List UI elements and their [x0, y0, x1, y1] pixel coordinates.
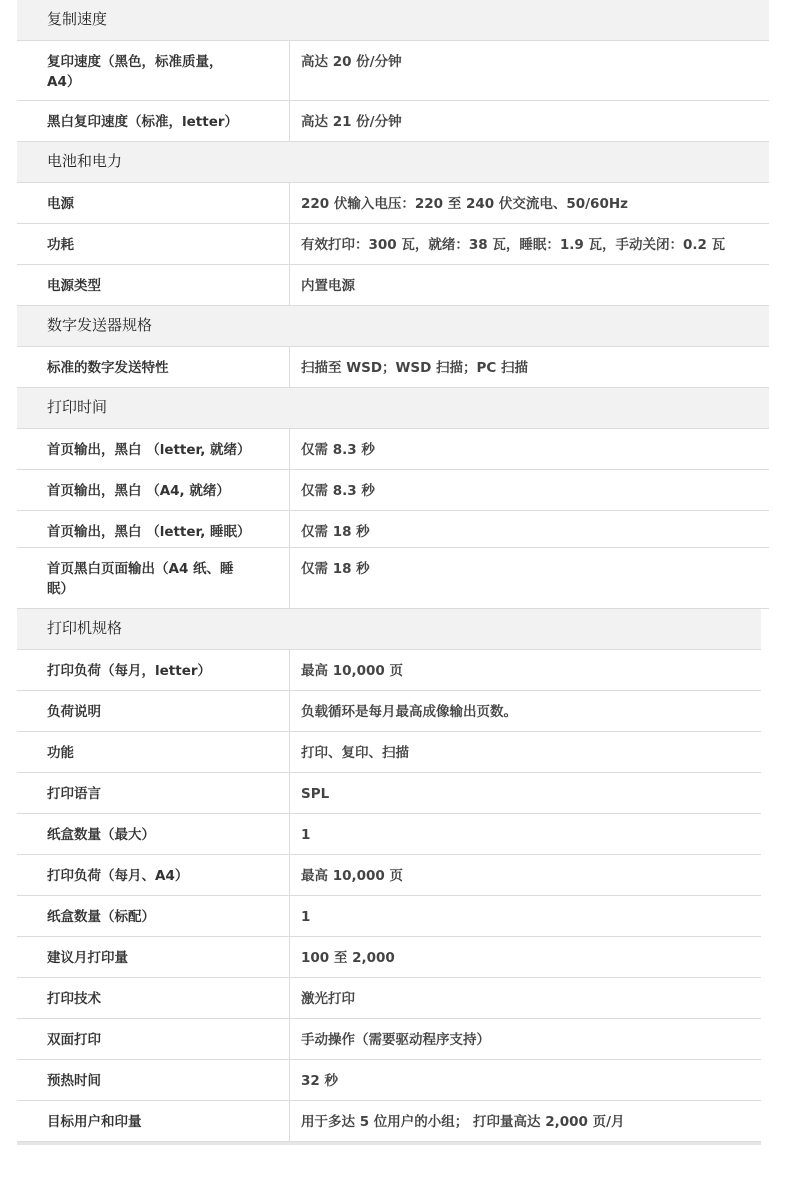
- spec-value: 内置电源: [301, 278, 355, 294]
- spec-row: [17, 937, 761, 978]
- spec-label: 首页输出，黑白 （letter, 就绪）: [17, 429, 290, 469]
- spec-row: [17, 265, 769, 306]
- spec-value: 仅需 8.3 秒: [301, 483, 375, 499]
- spec-value: 高达 21 份/分钟: [301, 114, 402, 130]
- spec-label: 建议月打印量: [17, 937, 290, 977]
- spec-row: [17, 41, 769, 101]
- spec-section: [17, 0, 769, 142]
- section-title: 电池和电力: [47, 152, 123, 170]
- spec-label: 打印负荷（每月、A4）: [17, 855, 290, 895]
- spec-row: [17, 1101, 761, 1142]
- spec-label: 复印速度（黑色，标准质量，A4）: [17, 41, 290, 100]
- spec-value: 100 至 2,000: [301, 950, 395, 966]
- spec-label: 打印负荷（每月，letter）: [17, 650, 290, 690]
- spec-label: 首页输出，黑白 （A4, 就绪）: [17, 470, 290, 510]
- spec-row: [17, 511, 769, 548]
- spec-label: 目标用户和印量: [17, 1101, 290, 1141]
- spec-row: [17, 855, 761, 896]
- spec-value: 32 秒: [301, 1073, 338, 1089]
- spec-label: 标准的数字发送特性: [17, 347, 290, 387]
- spec-row: [17, 101, 769, 142]
- section-header: [17, 306, 769, 347]
- section-header: [17, 609, 761, 650]
- section-header: [17, 0, 769, 41]
- spec-row: [17, 1019, 761, 1060]
- section-header: [17, 142, 769, 183]
- spec-value: 1: [301, 827, 311, 843]
- spec-row: [17, 1060, 761, 1101]
- spec-value: 仅需 18 秒: [301, 524, 370, 540]
- spec-label: 打印语言: [17, 773, 290, 813]
- spec-row: [17, 429, 769, 470]
- spec-label: 首页输出，黑白 （letter, 睡眠）: [17, 511, 290, 547]
- spec-value: 负载循环是每月最高成像输出页数。: [301, 704, 517, 720]
- section-title: 数字发送器规格: [47, 316, 153, 334]
- spec-label: 功能: [17, 732, 290, 772]
- spec-value: 激光打印: [301, 991, 355, 1007]
- spec-section: [17, 609, 761, 1142]
- spec-value: 最高 10,000 页: [301, 868, 403, 884]
- spec-label: 黑白复印速度（标准，letter）: [17, 101, 290, 141]
- section-title: 复制速度: [47, 10, 108, 28]
- spec-value: 打印、复印、扫描: [301, 745, 409, 761]
- spec-label: 双面打印: [17, 1019, 290, 1059]
- spec-section: [17, 306, 769, 388]
- spec-section: [17, 142, 769, 306]
- spec-row: [17, 773, 761, 814]
- spec-row: [17, 732, 761, 773]
- spec-label: 预热时间: [17, 1060, 290, 1100]
- spec-row: [17, 814, 761, 855]
- table-bottom-border: [17, 1142, 761, 1145]
- spec-value: SPL: [301, 786, 330, 802]
- spec-label: 电源类型: [17, 265, 290, 305]
- spec-label: 功耗: [17, 224, 290, 264]
- spec-section: [17, 388, 769, 609]
- spec-label: 打印技术: [17, 978, 290, 1018]
- spec-label: 负荷说明: [17, 691, 290, 731]
- spec-value: 1: [301, 909, 311, 925]
- section-title: 打印时间: [47, 398, 108, 416]
- spec-label: 纸盒数量（最大）: [17, 814, 290, 854]
- spec-row: [17, 691, 761, 732]
- spec-label: 纸盒数量（标配）: [17, 896, 290, 936]
- spec-label: 首页黑白页面输出（A4 纸、睡眠）: [17, 548, 290, 608]
- spec-value: 220 伏输入电压：220 至 240 伏交流电、50/60Hz: [301, 196, 628, 212]
- spec-row: [17, 978, 761, 1019]
- spec-row: [17, 224, 769, 265]
- spec-value: 仅需 8.3 秒: [301, 442, 375, 458]
- spec-row: [17, 183, 769, 224]
- spec-label: 电源: [17, 183, 290, 223]
- section-title: 打印机规格: [47, 619, 123, 637]
- spec-row: [17, 650, 761, 691]
- spec-value: 扫描至 WSD；WSD 扫描；PC 扫描: [301, 360, 529, 376]
- spec-value: 用于多达 5 位用户的小组； 打印量高达 2,000 页/月: [301, 1114, 625, 1130]
- spec-value: 有效打印：300 瓦，就绪：38 瓦，睡眠：1.9 瓦，手动关闭：0.2 瓦: [301, 237, 726, 253]
- spec-value: 手动操作（需要驱动程序支持）: [301, 1032, 490, 1048]
- spec-row: [17, 548, 769, 609]
- spec-row: [17, 470, 769, 511]
- spec-value: 仅需 18 秒: [301, 561, 370, 577]
- spec-row: [17, 896, 761, 937]
- section-header: [17, 388, 769, 429]
- spec-value: 高达 20 份/分钟: [301, 54, 402, 70]
- spec-value: 最高 10,000 页: [301, 663, 403, 679]
- spec-row: [17, 347, 769, 388]
